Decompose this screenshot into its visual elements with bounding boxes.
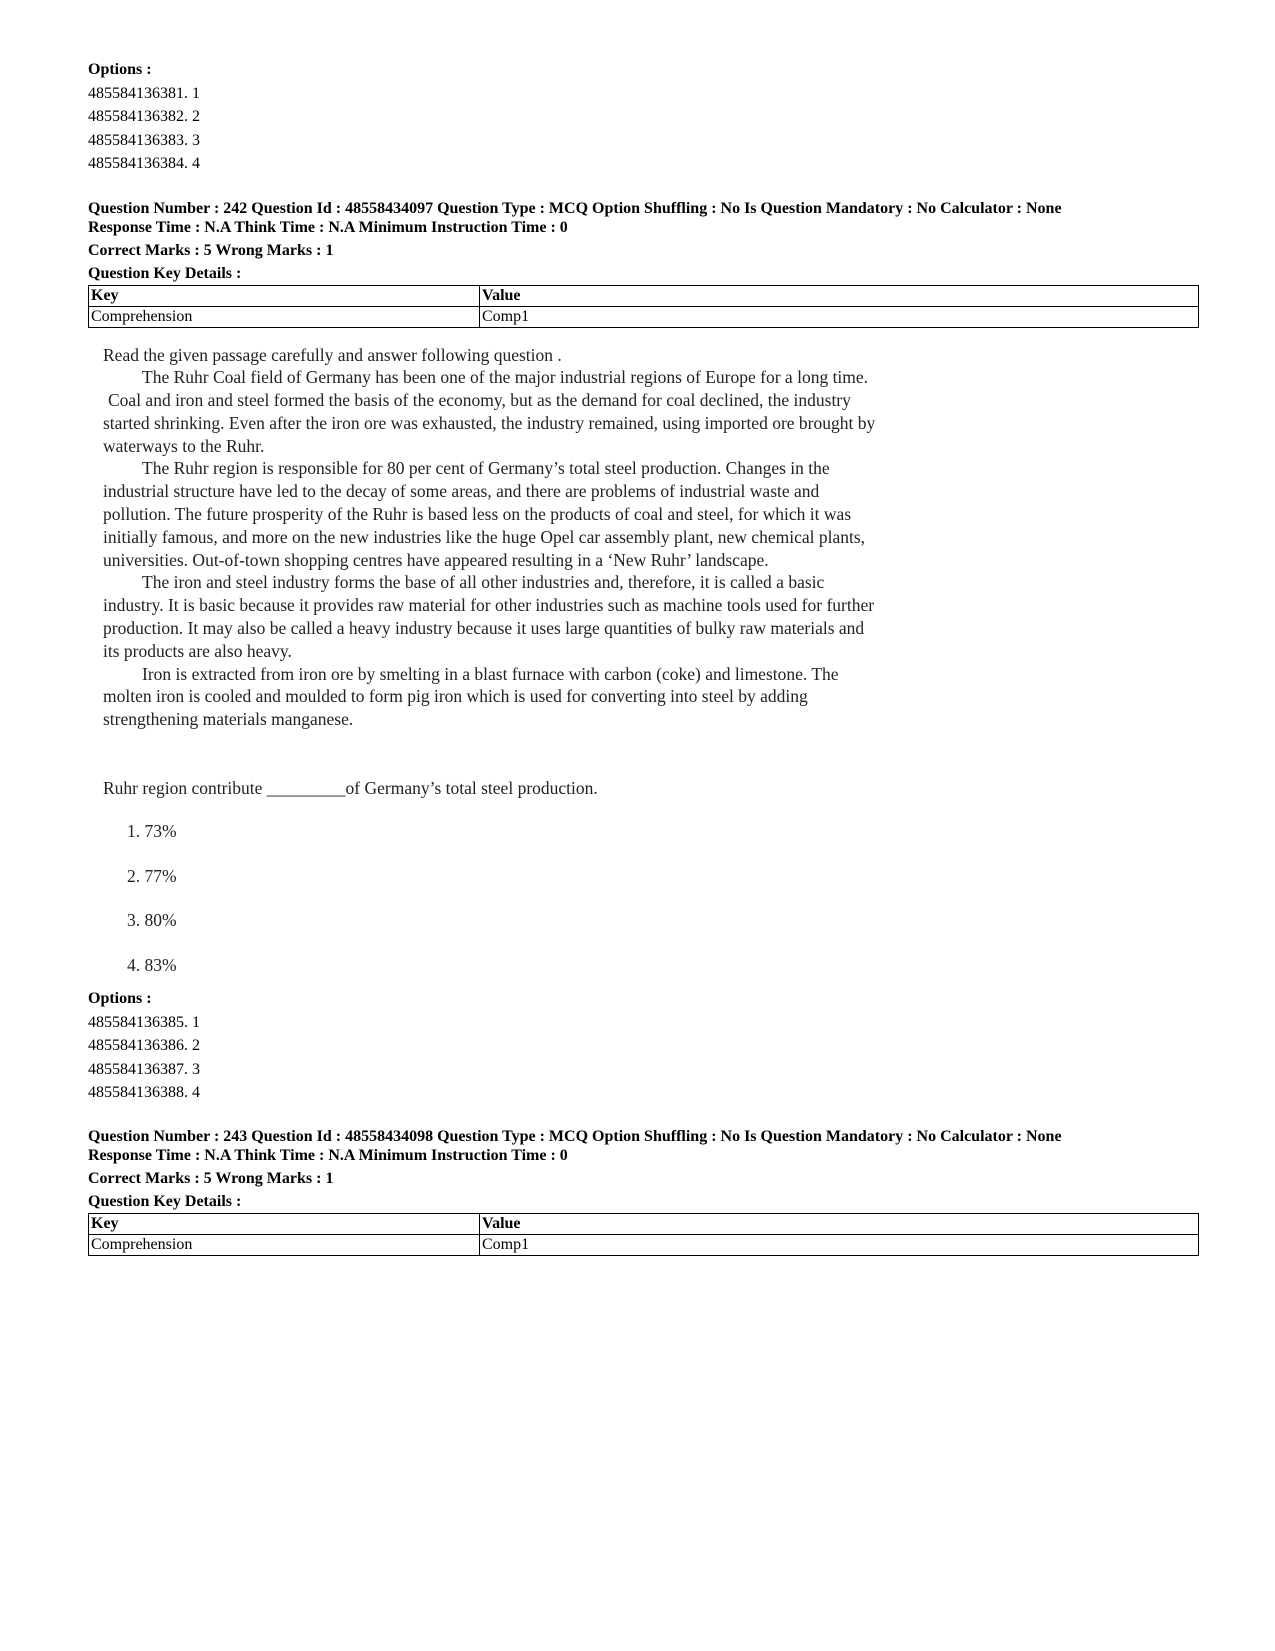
- options-block-242: [88, 987, 1198, 1105]
- answer-choice: 1. 73%: [127, 821, 177, 842]
- option-item: 485584136387. 3: [88, 1060, 200, 1078]
- options-block-241: [88, 58, 1198, 176]
- question-meta-line1: Question Number : 243 Question Id : 48558434098 Question Type : MCQ Option Shuffling : No Is Question Mandatory : No Calculator : None: [88, 1127, 1062, 1145]
- passage-line: initially famous, and more on the new industries like the huge Opel car assembly plant, new chemical plants,: [103, 526, 866, 547]
- table-cell-key: Comprehension: [89, 306, 480, 327]
- question-marks: Correct Marks : 5 Wrong Marks : 1: [88, 1169, 334, 1187]
- question-key-table: [88, 285, 1199, 328]
- table-header-key: Key: [89, 1213, 480, 1234]
- passage-line: universities. Out-of-town shopping centres have appeared resulting in a ‘New Ruhr’ landscape.: [103, 549, 769, 570]
- passage-line: Iron is extracted from iron ore by smelting in a blast furnace with carbon (coke) and limestone. The: [142, 663, 839, 684]
- table-header-value: Value: [480, 285, 1199, 306]
- passage-line: pollution. The future prosperity of the Ruhr is based less on the products of coal and steel, for which it was: [103, 504, 852, 525]
- passage-line: The iron and steel industry forms the base of all other industries and, therefore, it is called a basic: [142, 572, 825, 593]
- option-item: 485584136388. 4: [88, 1084, 200, 1102]
- passage-line: industrial structure have led to the decay of some areas, and there are problems of industrial waste and: [103, 481, 820, 502]
- table-header-row: [89, 285, 1199, 306]
- passage-line: production. It may also be called a heavy industry because it uses large quantities of bulky raw materials and: [103, 618, 865, 639]
- answer-choice: 3. 80%: [127, 910, 177, 931]
- passage-line: industry. It is basic because it provides raw material for other industries such as machine tools used for further: [103, 595, 875, 616]
- option-item: 485584136386. 2: [88, 1037, 200, 1055]
- question-243: [88, 1127, 1198, 1256]
- question-key-details-label: Question Key Details :: [88, 1192, 242, 1210]
- option-item: 485584136384. 4: [88, 155, 200, 172]
- answer-choices: [127, 809, 1198, 987]
- table-row: [89, 306, 1199, 327]
- question-meta-line2: Response Time : N.A Think Time : N.A Minimum Instruction Time : 0: [88, 218, 568, 236]
- passage-line: The Ruhr Coal field of Germany has been one of the major industrial regions of Europe for a long time.: [142, 367, 869, 388]
- options-heading: Options :: [88, 990, 152, 1008]
- table-cell-key: Comprehension: [89, 1234, 480, 1255]
- table-header-key: Key: [89, 285, 480, 306]
- passage-line: Coal and iron and steel formed the basis of the economy, but as the demand for coal declined, the industry: [108, 390, 851, 411]
- answer-choice: 2. 77%: [127, 865, 177, 886]
- table-cell-value: Comp1: [480, 306, 1199, 327]
- passage-line: molten iron is cooled and moulded to form pig iron which is used for converting into steel by adding: [103, 686, 808, 707]
- table-cell-value: Comp1: [480, 1234, 1199, 1255]
- question-marks: Correct Marks : 5 Wrong Marks : 1: [88, 241, 334, 259]
- question-key-table: [88, 1213, 1199, 1256]
- passage-line: started shrinking. Even after the iron ore was exhausted, the industry remained, using imported ore brought by: [103, 412, 876, 433]
- options-heading: Options :: [88, 61, 152, 78]
- question-text: Ruhr region contribute _________of Germany’s total steel production.: [103, 778, 598, 799]
- option-item: 485584136385. 1: [88, 1013, 200, 1031]
- option-item: 485584136381. 1: [88, 84, 200, 102]
- question-meta-line2: Response Time : N.A Think Time : N.A Minimum Instruction Time : 0: [88, 1146, 568, 1164]
- question-key-details-label: Question Key Details :: [88, 264, 242, 282]
- comprehension-passage: [103, 344, 983, 732]
- answer-choice: 4. 83%: [127, 954, 177, 975]
- document-page: [88, 58, 1198, 1256]
- table-header-value: Value: [480, 1213, 1199, 1234]
- option-item: 485584136383. 3: [88, 131, 200, 149]
- table-row: [89, 1234, 1199, 1255]
- passage-intro: Read the given passage carefully and answer following question .: [103, 344, 562, 365]
- passage-line: The Ruhr region is responsible for 80 per cent of Germany’s total steel production. Changes in the: [142, 458, 830, 479]
- passage-line: its products are also heavy.: [103, 640, 292, 661]
- passage-line: waterways to the Ruhr.: [103, 435, 265, 456]
- table-header-row: [89, 1213, 1199, 1234]
- passage-line: strengthening materials manganese.: [103, 709, 354, 730]
- question-meta-line1: Question Number : 242 Question Id : 48558434097 Question Type : MCQ Option Shuffling : No Is Question Mandatory : No Calculator : None: [88, 199, 1062, 217]
- question-242: [88, 199, 1198, 1105]
- option-item: 485584136382. 2: [88, 108, 200, 125]
